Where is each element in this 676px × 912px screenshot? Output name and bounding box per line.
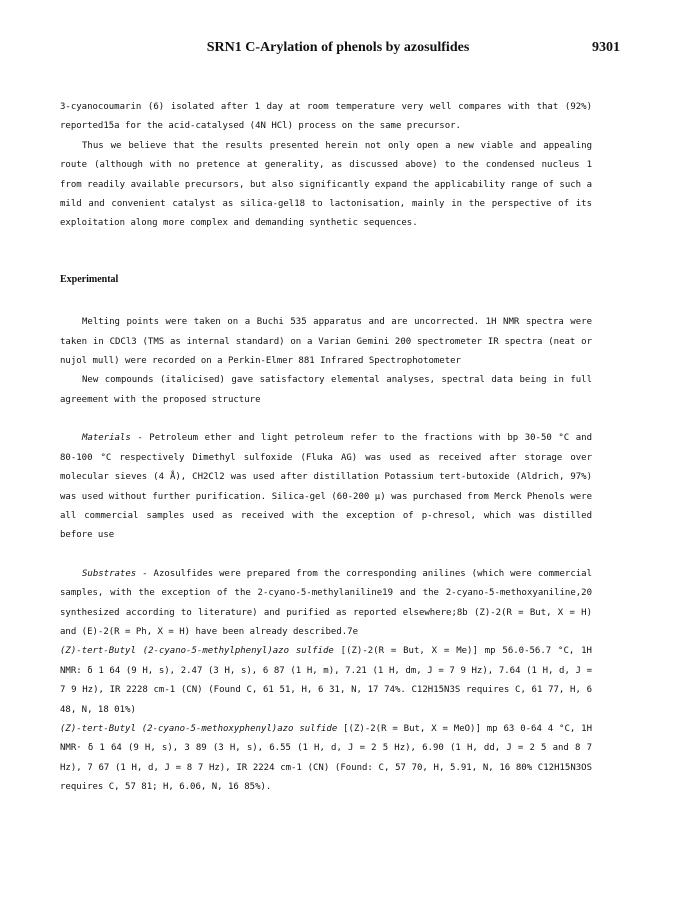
experimental-paragraph-2: New compounds (italicised) gave satisfactory elemental analyses, spectral data being in full agreement with the proposed structure [60, 375, 592, 405]
materials-text: - Petroleum ether and light petroleum refer to the fractions with bp 30-50 °C and 80-100 °C respectively Dimethyl sulfoxide (Fluka AG) was used as received after storage over molecular sieves (4 Å), CH2Cl2 was used after distillation Potassium tert-butoxide (Aldrich, 97%) was used without further purification. Silica-gel (60-200 µ) was purchased from Merck Phenols were all commercial samples used as received with the exception of p-chresol, which was distilled before use [60, 433, 592, 541]
compound-2-paragraph [60, 720, 592, 798]
spacer [60, 410, 592, 429]
materials-paragraph [60, 429, 592, 545]
intro-paragraph-2: Thus we believe that the results presented herein not only open a new viable and appealing route (although with no pretence at generality, as discussed above) to the condensed nucleus 1 from readily available precursors, but also significantly expand the applicability range of such a mild and convenient catalyst as silica-gel18 to lactonisation, mainly in the perspective of its exploitation along more complex and demanding synthetic sequences. [60, 140, 592, 229]
intro-paragraph-1: 3-cyanocoumarin (6) isolated after 1 day at room temperature very well compares with that (92%) reported15a for the acid-catalysed (4N HCl) process on the same precursor. [60, 102, 592, 132]
compound-1-name: (Z)-tert-Butyl (2-cyano-5-methylphenyl)azo sulfide [60, 646, 334, 657]
page-number: 9301 [592, 40, 620, 55]
substrates-text: - Azosulfides were prepared from the corresponding anilines (which were commercial samples, with the exception of the 2-cyano-5-methylaniline19 and the 2-cyano-5-methoxyaniline,20 synthesized according to literature) and purified as reported elsewhere;8b (Z)-2(R = But, X = H) and (E)-2(R = Ph, X = H) have been already described.7e [60, 568, 592, 637]
compound-2-data: [(Z)-2(R = But, X = MeO)] mp 63 0-64 4 °C, 1H NMR· δ 1 64 (9 H, s), 3 89 (3 H, s), 6.55 (1 H, d, J = 2 5 Hz), 6.90 (1 H, dd, J = 2 5 and 8 7 Hz), 7 67 (1 H, d, J = 8 7 Hz), IR 2224 cm-1 (CN) (Found: C, 57 70, H, 5.91, N, 16 80% C12H15N3OS requires C, 57 81; H, 6.06, N, 16 85%). [60, 723, 593, 793]
compound-2-name: (Z)-tert-Butyl (2-cyano-5-methoxyphenyl)azo sulfide [60, 723, 338, 734]
article-body [60, 98, 592, 798]
spacer [60, 289, 592, 313]
experimental-heading: Experimental [60, 273, 119, 285]
running-title: SRN1 C-Arylation of phenols by azosulfides [206, 40, 470, 55]
substrates-heading: Substrates [82, 568, 137, 579]
compound-1-data: [(Z)-2(R = But, X = Me)] mp 56.0-56.7 °C, 1H NMR: δ 1 64 (9 H, s), 2.47 (3 H, s), 6 87 (1 H, m), 7.21 (1 H, dm, J = 7 9 Hz), 7.64 (1 H, d, J = 7 9 Hz), IR 2228 cm-1 (CN) (Found C, 61 51, H, 6 31, N, 17 74%. C12H15N3S requires C, 61 77, H, 6 48, N, 18 01%) [60, 646, 592, 715]
experimental-paragraph-1: Melting points were taken on a Buchi 535 apparatus and are uncorrected. 1H NMR spectra were taken in CDCl3 (TMS as internal standard) on a Varian Gemini 200 spectrometer IR spectra (neat or nujol mull) were recorded on a Perkin-Elmer 881 Infrared Spectrophotometer [60, 317, 592, 367]
compound-1-paragraph [60, 642, 592, 720]
spacer [60, 546, 592, 565]
substrates-paragraph [60, 565, 592, 643]
spacer [60, 234, 592, 270]
materials-heading: Materials [82, 433, 131, 444]
